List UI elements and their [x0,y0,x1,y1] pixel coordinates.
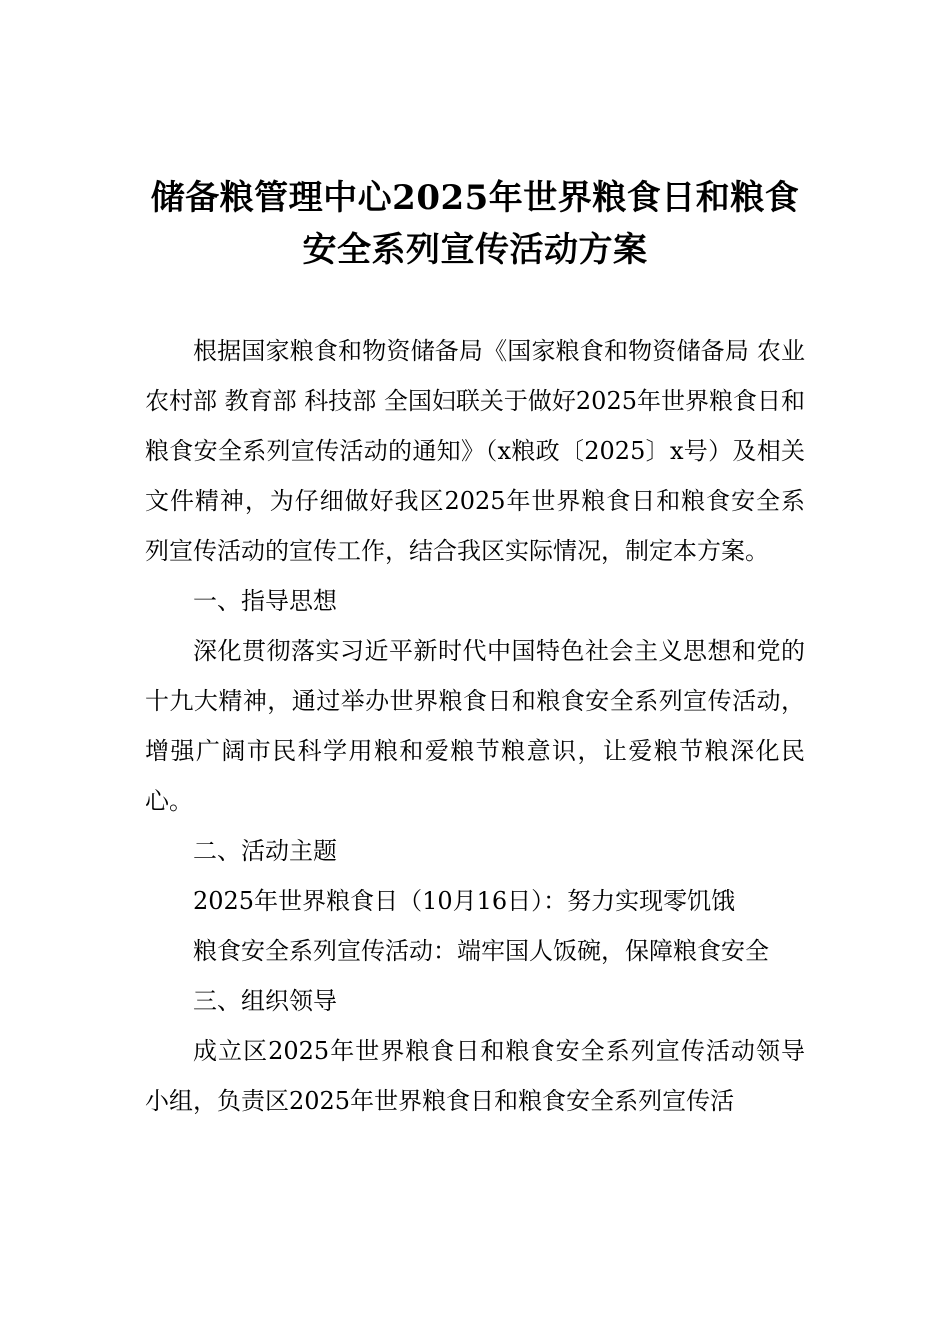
title-line-1: 储备粮管理中心2025年世界粮食日和粮食 [150,178,800,218]
intro-paragraph: 根据国家粮食和物资储备局《国家粮食和物资储备局 农业农村部 教育部 科技部 全国妇联关于做好2025年世界粮食日和粮食安全系列宣传活动的通知》（x粮政〔2025〕x号）及相关文件精神，为仔细做好我区2025年世界粮食日和粮食安全系列宣传活动的宣传工作，结合我区实际情况，制定本方案。 [145,337,805,565]
guiding-ideology-paragraph: 深化贯彻落实习近平新时代中国特色社会主义思想和党的十九大精神，通过举办世界粮食日和粮食安全系列宣传活动，增强广阔市民科学用粮和爱粮节粮意识，让爱粮节粮深化民心。 [145,637,805,815]
section-heading-activity-theme: 二、活动主题 [193,837,337,865]
document-title [145,172,805,276]
world-food-day-theme: 2025年世界粮食日（10月16日）：努力实现零饥饿 [193,887,736,915]
title-line-2: 安全系列宣传活动方案 [302,230,648,270]
food-security-theme: 粮食安全系列宣传活动：端牢国人饭碗，保障粮食安全 [193,937,769,965]
leadership-paragraph: 成立区2025年世界粮食日和粮食安全系列宣传活动领导小组，负责区2025年世界粮食日和粮食安全系列宣传活 [145,1037,805,1115]
section-heading-leadership: 三、组织领导 [193,987,337,1015]
document-body [145,326,805,1126]
section-heading-guiding-ideology: 一、指导思想 [193,587,337,615]
